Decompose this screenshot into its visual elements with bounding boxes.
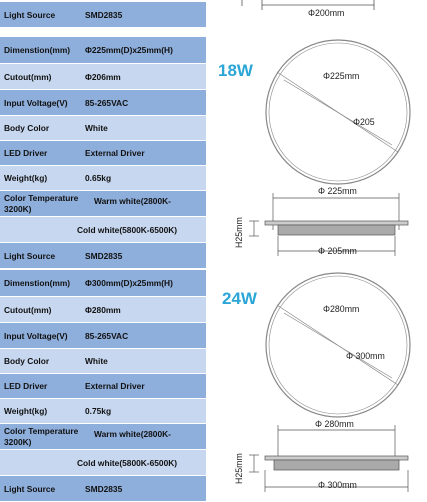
- row-label: Light Source: [4, 9, 56, 20]
- row-value: 85-265VAC: [85, 97, 129, 108]
- row-label: Input Voltage(V): [4, 97, 68, 108]
- dim-18w-inner: Φ205: [353, 117, 375, 127]
- row-value: White: [85, 356, 108, 366]
- row-label: Light Source: [4, 250, 56, 261]
- row-value: Cold white(5800K-6500K): [77, 457, 178, 468]
- row-value: Warm white(2800K-: [94, 429, 171, 439]
- row-value: Cold white(5800K-6500K): [77, 224, 178, 235]
- row-label: Cutout(mm): [4, 71, 52, 82]
- top-fragment-dim-label: Φ200mm: [308, 8, 345, 18]
- row-label: Weight(kg): [4, 406, 48, 416]
- dim-18w-outer: Φ225mm: [323, 71, 360, 81]
- row-value: Warm white(2800K-: [94, 196, 171, 206]
- row-value: Φ206mm: [85, 71, 121, 82]
- dim-18w-side-bottom: Φ 205mm: [318, 246, 357, 256]
- row-value: External Driver: [85, 148, 145, 158]
- row-label: Cutout(mm): [4, 304, 52, 315]
- dim-24w-side-height: H25mm: [234, 453, 244, 484]
- wattage-24w-label: 24W: [222, 289, 257, 308]
- row-label: Body Color: [4, 123, 50, 133]
- row-label: LED Driver: [4, 148, 48, 158]
- row-value: Φ280mm: [85, 304, 121, 315]
- row-value: Φ225mm(D)x25mm(H): [85, 45, 173, 55]
- row-label: Light Source: [4, 483, 56, 494]
- wattage-18w-label: 18W: [218, 61, 253, 80]
- row-value: 0.75kg: [85, 406, 112, 416]
- row-label: Weight(kg): [4, 173, 48, 183]
- circle-diagram-24w: [266, 273, 410, 417]
- row-value: Φ300mm(D)x25mm(H): [85, 278, 173, 288]
- dim-24w-side-bottom: Φ 300mm: [318, 480, 357, 490]
- row-value: External Driver: [85, 381, 145, 391]
- row-value: SMD2835: [85, 9, 123, 20]
- circle-diagram-18w: [266, 40, 410, 184]
- row-value: White: [85, 123, 108, 133]
- dim-24w-inner: Φ 300mm: [346, 351, 385, 361]
- dim-18w-side-top: Φ 225mm: [318, 186, 357, 196]
- row-value: 0.65kg: [85, 173, 112, 183]
- row-value: SMD2835: [85, 250, 123, 261]
- dim-18w-side-height: H25mm: [234, 217, 244, 248]
- row-value: 85-265VAC: [85, 330, 129, 341]
- row-value: SMD2835: [85, 483, 123, 494]
- row-label: Input Voltage(V): [4, 330, 68, 341]
- dim-24w-outer: Φ280mm: [323, 304, 360, 314]
- row-label: Dimenstion(mm): [4, 278, 71, 288]
- row-label: Body Color: [4, 356, 50, 366]
- dim-24w-side-top: Φ 280mm: [315, 419, 354, 429]
- row-label: Color Temperature 3200K): [4, 426, 79, 447]
- row-label: LED Driver: [4, 381, 48, 391]
- row-label: Dimenstion(mm): [4, 45, 71, 55]
- row-label: Color Temperature 3200K): [4, 193, 79, 214]
